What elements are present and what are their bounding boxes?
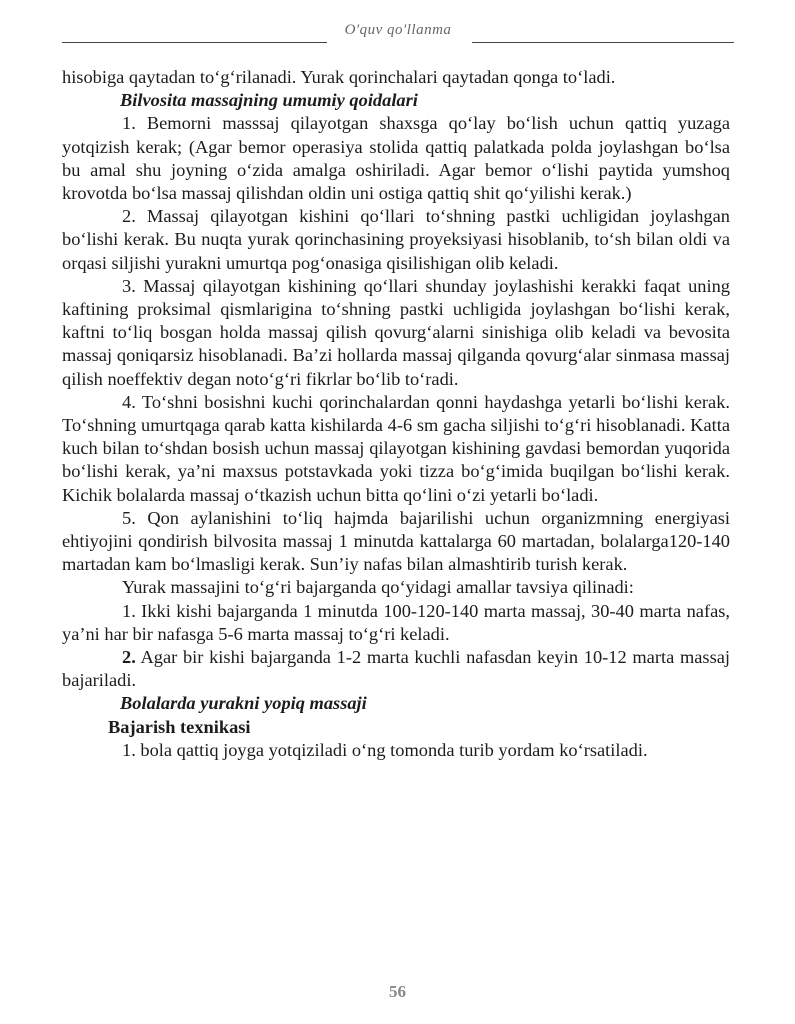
header-rule-left xyxy=(62,42,327,43)
section-heading: Bilvosita massajning umumiy qoidalari xyxy=(120,90,418,111)
section-heading-children: Bolalarda yurakni yopiq massaji xyxy=(120,693,367,714)
list-item-2: 2. Massaj qilayotgan kishini qo‘llari to‘shning pastki uchligidan joylashgan bo‘lishi kerak. Bu nuqta yurak qorinchasining proyeksiyasi hisoblanib, to‘sh bilan oldi va orqasi siljishi yurakni umurtqa pog‘onasiga qisilishigan olib keladi. xyxy=(62,206,730,273)
paragraph-continuation: hisobiga qaytadan to‘g‘rilanadi. Yurak qorinchalari qaytadan qonga to‘ladi. xyxy=(62,67,616,87)
recommendation-item-2 xyxy=(62,646,730,692)
subheading-technique: Bajarish texnikasi xyxy=(108,716,251,737)
technique-item-1: 1. bola qattiq joyga yotqiziladi o‘ng tomonda turib yordam ko‘rsatiladi. xyxy=(122,739,648,760)
list-item-5: 5. Qon aylanishini to‘liq hajmda bajarilishi uchun organizmning energiyasi ehtiyojini qondirish bilvosita massaj 1 minutda kattalarga 60 martadan, bolalarga120-140 martadan kam bo‘lmasligi kerak. Sun’iy nafas bilan almashtirib turish kerak. xyxy=(62,507,730,575)
page-number: 56 xyxy=(389,982,406,1001)
list-item-1: 1. Bemorni masssaj qilayotgan shaxsga qo‘lay bo‘lish uchun qattiq yuzaga yotqizish kerak; (Agar bemor operasiya stolida qattiq palatkada polda joylashgan bo‘lsa bu amal shu joyning o‘zida amalga oshiriladi. Agar bemor o‘lishi paytida yumshoq krovotda bo‘lsa massaj qilishdan oldin uni ostiga qattiq shit qo‘yilishi kerak.) xyxy=(62,113,730,204)
page-body xyxy=(62,66,730,762)
recommendation-item-1: 1. Ikki kishi bajarganda 1 minutda 100-120-140 marta massaj, 30-40 marta nafas, ya’ni har bir nafasga 5-6 marta massaj to‘g‘ri keladi. xyxy=(62,600,730,644)
header-title: O'quv qo'llanma xyxy=(344,22,452,38)
header-rule-right xyxy=(472,42,734,43)
recommendation-item-2-text: Agar bir kishi bajarganda 1-2 marta kuchli nafasdan keyin 10-12 marta massaj bajariladi. xyxy=(62,647,730,691)
recommendation-intro: Yurak massajini to‘g‘ri bajarganda qo‘yidagi amallar tavsiya qilinadi: xyxy=(122,577,634,598)
list-item-4: 4. To‘shni bosishni kuchi qorinchalardan qonni haydashga yetarli bo‘lishi kerak. To‘shning umurtqaga qarab katta kishilarda 4-6 sm gacha siljishi to‘g‘ri hisoblanadi. Katta kuch bilan to‘shdan bosish uchun massaj qilayotgan kishining gavdasi bemordan yuqorida bo‘lishi kerak, ya’ni maxsus potstavkada yoki tizza bo‘g‘imida buqilgan bo‘lishi kerak. Kichik bolalarda massaj o‘tkazish uchun bitta qo‘lini o‘zi yetarli bo‘ladi. xyxy=(62,391,730,505)
recommendation-item-2-number: 2. xyxy=(122,647,136,668)
running-header xyxy=(62,20,734,46)
list-item-3: 3. Massaj qilayotgan kishining qo‘llari shunday joylashishi kerakki faqat uning kaftining proksimal qismlarigina to‘shning pastki uchligida joylashgan bo‘lishi kerak, kaftni to‘liq bosgan holda massaj qilish qovurg‘alarni sinishiga olib keladi va bevosita massaj qoniqarsiz hisoblanadi. Ba’zi hollarda massaj qilganda qovurg‘alar sinmasa massaj qilish noeffektiv degan noto‘g‘ri fikrlar bo‘lib to‘radi. xyxy=(62,275,730,389)
